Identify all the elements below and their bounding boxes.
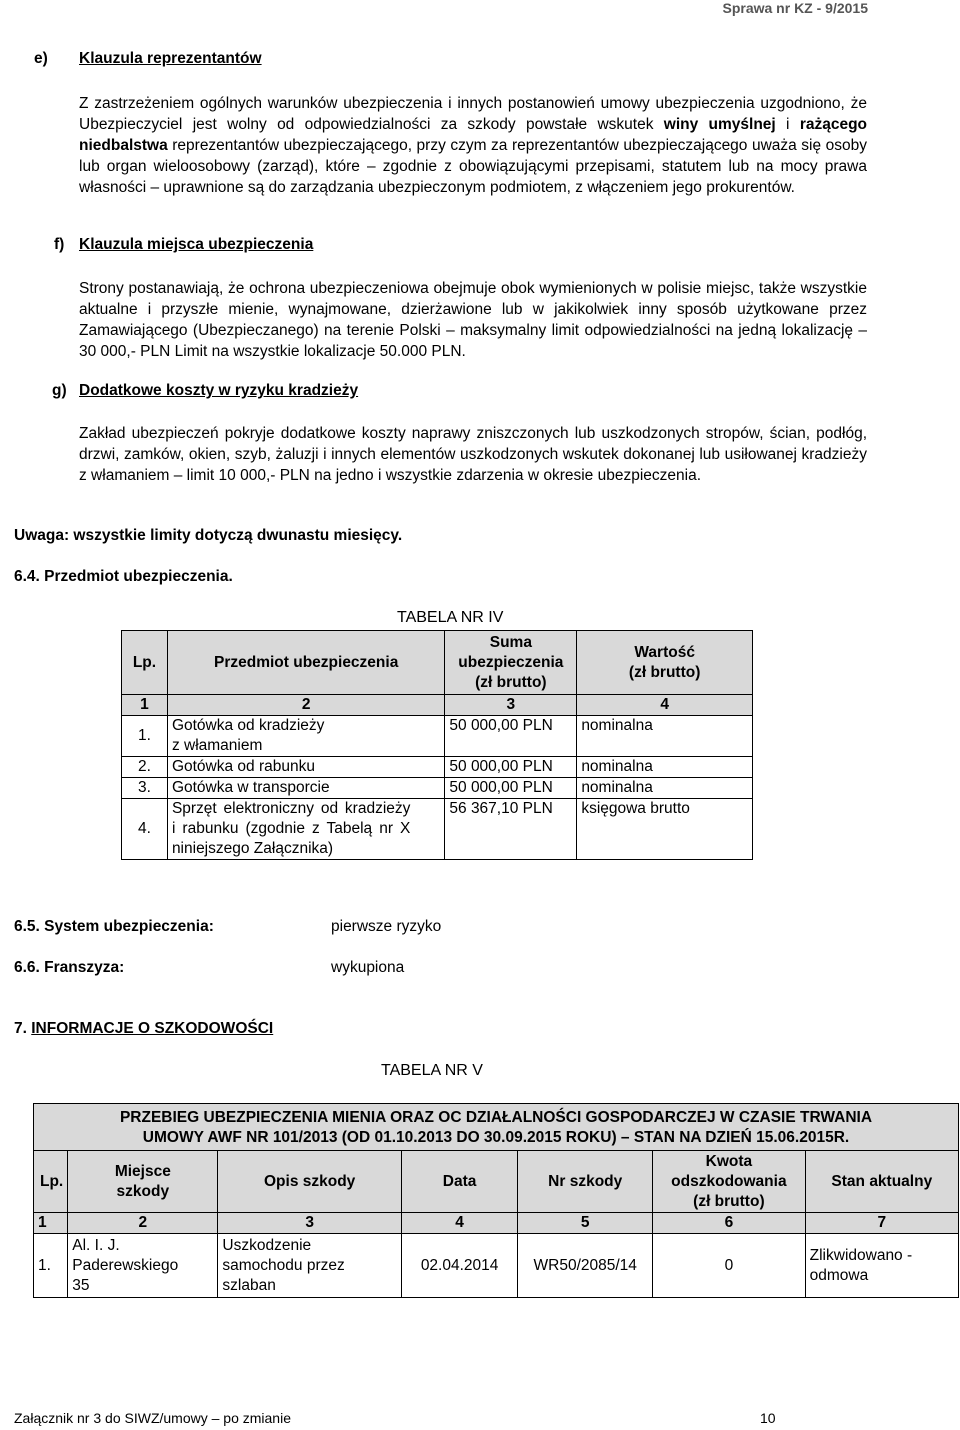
table-v-header-amount	[653, 1151, 806, 1213]
table-v-header-place	[68, 1151, 218, 1213]
table-v-header-place-line-2: szkody	[116, 1182, 170, 1200]
table-v-header-desc: Opis szkody	[218, 1151, 402, 1213]
table-iv-header-sum-line-2: ubezpieczenia	[458, 653, 564, 671]
section-6-5-value: pierwsze ryzyko	[331, 918, 442, 935]
table-v-banner-line-2: UMOWY AWF NR 101/2013 (OD 01.10.2013 DO 30.09.2015 ROKU) – STAN NA DZIEŃ 15.06.2015R.	[142, 1129, 850, 1146]
table-v-header-amount-line-1: Kwota	[705, 1152, 753, 1170]
table-iv-lp: 2.	[122, 757, 168, 778]
table-v-header-date: Data	[401, 1151, 517, 1213]
table-row	[122, 757, 753, 778]
table-v-number-row	[34, 1213, 959, 1234]
table-v-amount: 0	[653, 1234, 806, 1298]
table-v-number: 4	[401, 1213, 517, 1234]
table-iv-value: księgowa brutto	[577, 799, 753, 860]
section-e-paragraph	[79, 93, 867, 198]
table-iv-subject	[167, 716, 444, 757]
section-f-label: f)	[54, 236, 65, 253]
table-iv-header-sum-line-1: Suma	[489, 633, 532, 651]
table-v	[33, 1103, 959, 1298]
table-v-number: 2	[68, 1213, 218, 1234]
section-6-6-label: 6.6. Franszyza:	[14, 959, 125, 976]
table-iv-lp: 1.	[122, 716, 168, 757]
section-g-paragraph: Zakład ubezpieczeń pokryje dodatkowe koszty naprawy zniszczonych lub uszkodzonych stropów, ścian, podłóg, drzwi, zamków, okien, szyb, żaluzji i innych elementów uszkodzonych wskutek dokonanej lub usiłowanej kradzieży z włamaniem – limit 10 000,- PLN na jedno i wszystkie zdarzenia w okresie ubezpieczenia.	[79, 425, 867, 484]
table-iv-number-row	[122, 695, 753, 716]
table-v-claim: WR50/2085/14	[518, 1234, 653, 1298]
table-v-desc-line-1: Uszkodzenie	[222, 1236, 312, 1254]
limits-note: Uwaga: wszystkie limity dotyczą dwunastu miesięcy.	[14, 527, 403, 544]
table-v-number: 5	[518, 1213, 653, 1234]
table-v-number: 1	[34, 1213, 68, 1234]
table-v-place-line-3: 35	[72, 1276, 90, 1294]
section-6-4-title: 6.4. Przedmiot ubezpieczenia.	[14, 568, 233, 585]
table-iv-sum: 56 367,10 PLN	[445, 799, 577, 860]
table-v-desc	[218, 1234, 402, 1298]
table-iv-header-value-line-1: Wartość	[634, 643, 695, 661]
table-v-header-lp: Lp.	[34, 1151, 68, 1213]
table-v-place	[68, 1234, 218, 1298]
section-7-heading	[14, 1020, 273, 1038]
table-v-place-line-1: Al. I. J.	[72, 1236, 120, 1254]
table-iv-value: nominalna	[577, 716, 753, 757]
section-6-5-label: 6.5. System ubezpieczenia:	[14, 918, 214, 935]
table-iv-value: nominalna	[577, 757, 753, 778]
section-e-bold-1: winy umyślnej	[663, 116, 776, 133]
table-iv-subject-line-1: Gotówka od kradzieży	[171, 717, 325, 734]
table-v-header-status: Stan aktualny	[805, 1151, 958, 1213]
table-iv-header-value	[577, 631, 753, 695]
table-v-banner	[34, 1104, 959, 1151]
table-v-header-row	[34, 1151, 959, 1213]
table-iv	[121, 630, 753, 860]
table-v-number: 3	[218, 1213, 402, 1234]
table-iv-subject-line-2: z włamaniem	[171, 737, 263, 754]
table-iv-header-sum	[445, 631, 577, 695]
section-e-text-3: reprezentantów ubezpieczającego, przy czym za reprezentantów ubezpieczającego uważa się osoby lub organ wieloosobowy (zarząd), które – zgodnie z obowiązującymi przepisami, statutem lub na mocy prawa własności – uprawnione są do zarządzania ubezpieczonym podmiotem, z włączeniem jego prokurentów.	[79, 137, 867, 196]
section-7-number: 7.	[14, 1020, 32, 1037]
table-iv-caption: TABELA NR IV	[397, 609, 504, 626]
table-v-lp: 1.	[34, 1234, 68, 1298]
table-iv-sum: 50 000,00 PLN	[445, 757, 577, 778]
case-number-header: Sprawa nr KZ - 9/2015	[722, 0, 868, 16]
section-e-text-2: i	[775, 116, 800, 133]
section-f-title: Klauzula miejsca ubezpieczenia	[79, 236, 314, 253]
table-v-date: 02.04.2014	[401, 1234, 517, 1298]
table-iv-sum: 50 000,00 PLN	[445, 716, 577, 757]
table-v-header-amount-line-2: odszkodowania	[671, 1172, 787, 1190]
section-e-label: e)	[34, 50, 48, 67]
table-v-status-line-1: Zlikwidowano -	[809, 1246, 913, 1264]
table-v-header-amount-line-3: (zł brutto)	[693, 1192, 765, 1210]
table-iv-lp: 3.	[122, 778, 168, 799]
table-iv-value: nominalna	[577, 778, 753, 799]
table-row	[122, 799, 753, 860]
table-iv-lp: 4.	[122, 799, 168, 860]
table-iv-header-subject: Przedmiot ubezpieczenia	[167, 631, 444, 695]
table-v-number: 7	[805, 1213, 958, 1234]
table-v-header-place-line-1: Miejsce	[114, 1162, 171, 1180]
table-iv-header-row	[122, 631, 753, 695]
section-e-title: Klauzula reprezentantów	[79, 50, 262, 67]
table-iv-sum: 50 000,00 PLN	[445, 778, 577, 799]
section-e-text-1: Z zastrzeżeniem ogólnych warunków ubezpieczenia i innych postanowień umowy ubezpieczenia uzgodniono, że Ubezpieczyciel jest wolny od odpowiedzialności za szkody powstałe wskutek	[79, 95, 867, 133]
section-e-bold-2: rażącego niedbalstwa	[79, 116, 868, 154]
table-row	[122, 778, 753, 799]
table-v-banner-line-1: PRZEBIEG UBEZPIECZENIA MIENIA ORAZ OC DZIAŁALNOŚCI GOSPODARCZEJ W CZASIE TRWANIA	[119, 1109, 873, 1126]
section-g-title: Dodatkowe koszty w ryzyku kradzieży	[79, 382, 359, 399]
section-g-label: g)	[52, 382, 67, 399]
table-v-header-claim: Nr szkody	[518, 1151, 653, 1213]
table-row	[122, 716, 753, 757]
table-row	[34, 1234, 959, 1298]
table-v-desc-line-2: samochodu przez	[222, 1256, 345, 1274]
section-7-title: INFORMACJE O SZKODOWOŚCI	[31, 1020, 274, 1037]
table-v-place-line-2: Paderewskiego	[72, 1256, 179, 1274]
table-v-banner-row	[34, 1104, 959, 1151]
table-v-status-line-2: odmowa	[809, 1266, 869, 1284]
table-iv-subject: Gotówka w transporcie	[167, 778, 444, 799]
section-f-paragraph: Strony postanawiają, że ochrona ubezpieczeniowa obejmuje obok wymienionych w polisie miejsc, także wszystkie aktualne i przyszłe mienie, wynajmowane, dzierżawione lub w jakikolwiek inny sposób użytkowane przez Zamawiającego (Ubezpieczanego) na terenie Polski – maksymalny limit odpowiedzialności na jedną lokalizację – 30 000,- PLN Limit na wszystkie lokalizacje 50.000 PLN.	[79, 280, 867, 360]
table-iv-header-sum-line-3: (zł brutto)	[475, 673, 547, 691]
table-iv-header-lp: Lp.	[122, 631, 168, 695]
section-6-6-value: wykupiona	[331, 959, 405, 976]
table-iv-number: 3	[445, 695, 577, 716]
table-iv-number: 1	[122, 695, 168, 716]
table-v-number: 6	[653, 1213, 806, 1234]
table-iv-number: 4	[577, 695, 753, 716]
table-iv-header-value-line-2: (zł brutto)	[628, 663, 701, 681]
table-v-caption: TABELA NR V	[381, 1062, 483, 1079]
page-number: 10	[760, 1410, 776, 1426]
table-iv-number: 2	[167, 695, 444, 716]
table-iv-subject: Gotówka od rabunku	[167, 757, 444, 778]
table-v-status	[805, 1234, 958, 1298]
table-iv-subject: Sprzęt elektroniczny od kradzieży i rabunku (zgodnie z Tabelą nr X niniejszego Załącznika)	[167, 799, 444, 860]
footer-attachment-note: Załącznik nr 3 do SIWZ/umowy – po zmianie	[14, 1410, 291, 1426]
table-v-desc-line-3: szlaban	[222, 1276, 276, 1294]
